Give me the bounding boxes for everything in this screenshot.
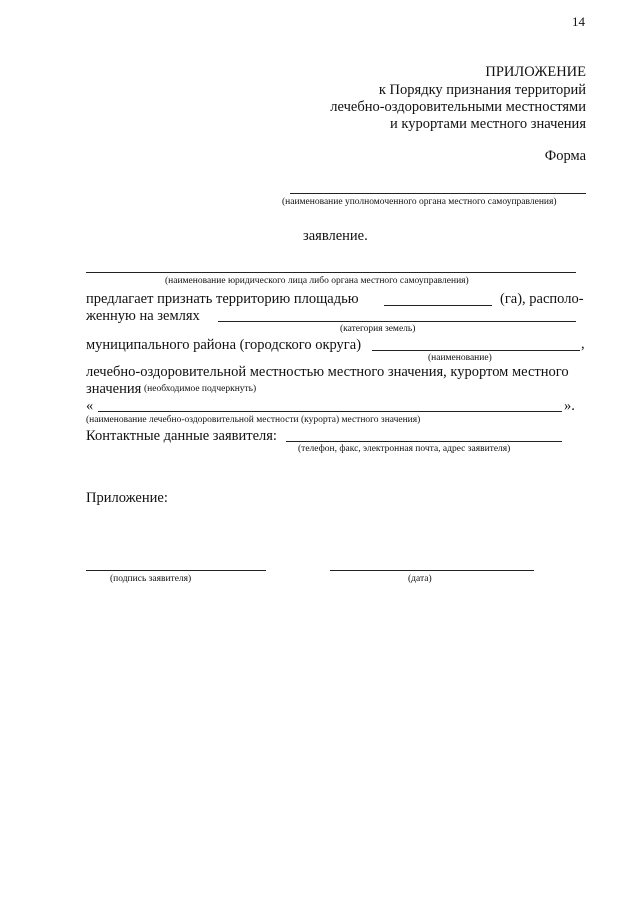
district-name-caption: (наименование) — [428, 353, 492, 363]
district-text: муниципального района (городского округа) — [86, 337, 362, 353]
date-caption: (дата) — [408, 574, 432, 584]
applicant-caption: (наименование юридического лица либо органа местного самоуправления) — [165, 276, 469, 286]
authority-blank-line[interactable] — [290, 193, 586, 194]
area-unit-text: (га), располо- — [500, 291, 584, 307]
page-number: 14 — [572, 14, 585, 29]
resort-name-caption: (наименование лечебно-оздоровительной местности (курорта) местного значения) — [86, 415, 421, 425]
area-blank-line[interactable] — [384, 305, 492, 306]
appendix-title: ПРИЛОЖЕНИЕ — [485, 64, 586, 80]
contacts-label: Контактные данные заявителя: — [86, 428, 277, 444]
district-blank-line[interactable] — [372, 350, 580, 351]
quote-open: « — [86, 398, 94, 414]
contacts-caption: (телефон, факс, электронная почта, адрес заявителя) — [298, 444, 511, 454]
form-label: Форма — [544, 148, 586, 164]
applicant-blank-line[interactable] — [86, 272, 576, 273]
resort-value-text: значения — [86, 381, 142, 397]
land-category-caption: (категория земель) — [340, 324, 416, 334]
resort-name-blank-line[interactable] — [98, 411, 562, 412]
appendix-subtitle-1: к Порядку признания территорий — [378, 82, 586, 98]
appendix-subtitle-2: лечебно-оздоровительными местностями — [330, 99, 586, 115]
date-blank-line[interactable] — [330, 570, 534, 571]
land-category-blank-line[interactable] — [218, 321, 576, 322]
signature-blank-line[interactable] — [86, 570, 266, 571]
resort-type-text: лечебно-оздоровительной местностью местного значения, курортом местного — [86, 364, 569, 380]
quote-close: ». — [564, 398, 575, 414]
attachment-label: Приложение: — [86, 490, 168, 506]
appendix-subtitle-3: и курортами местного значения — [389, 116, 586, 132]
contacts-blank-line[interactable] — [286, 441, 562, 442]
authority-caption: (наименование уполномоченного органа местного самоуправления) — [282, 197, 557, 207]
underline-note: (необходимое подчеркнуть) — [144, 384, 257, 394]
signature-caption: (подпись заявителя) — [110, 574, 192, 584]
proposal-text: предлагает признать территорию площадью — [86, 291, 359, 307]
district-comma: , — [581, 336, 585, 352]
lands-text: женную на землях — [86, 308, 200, 324]
document-title: заявление. — [303, 228, 368, 244]
